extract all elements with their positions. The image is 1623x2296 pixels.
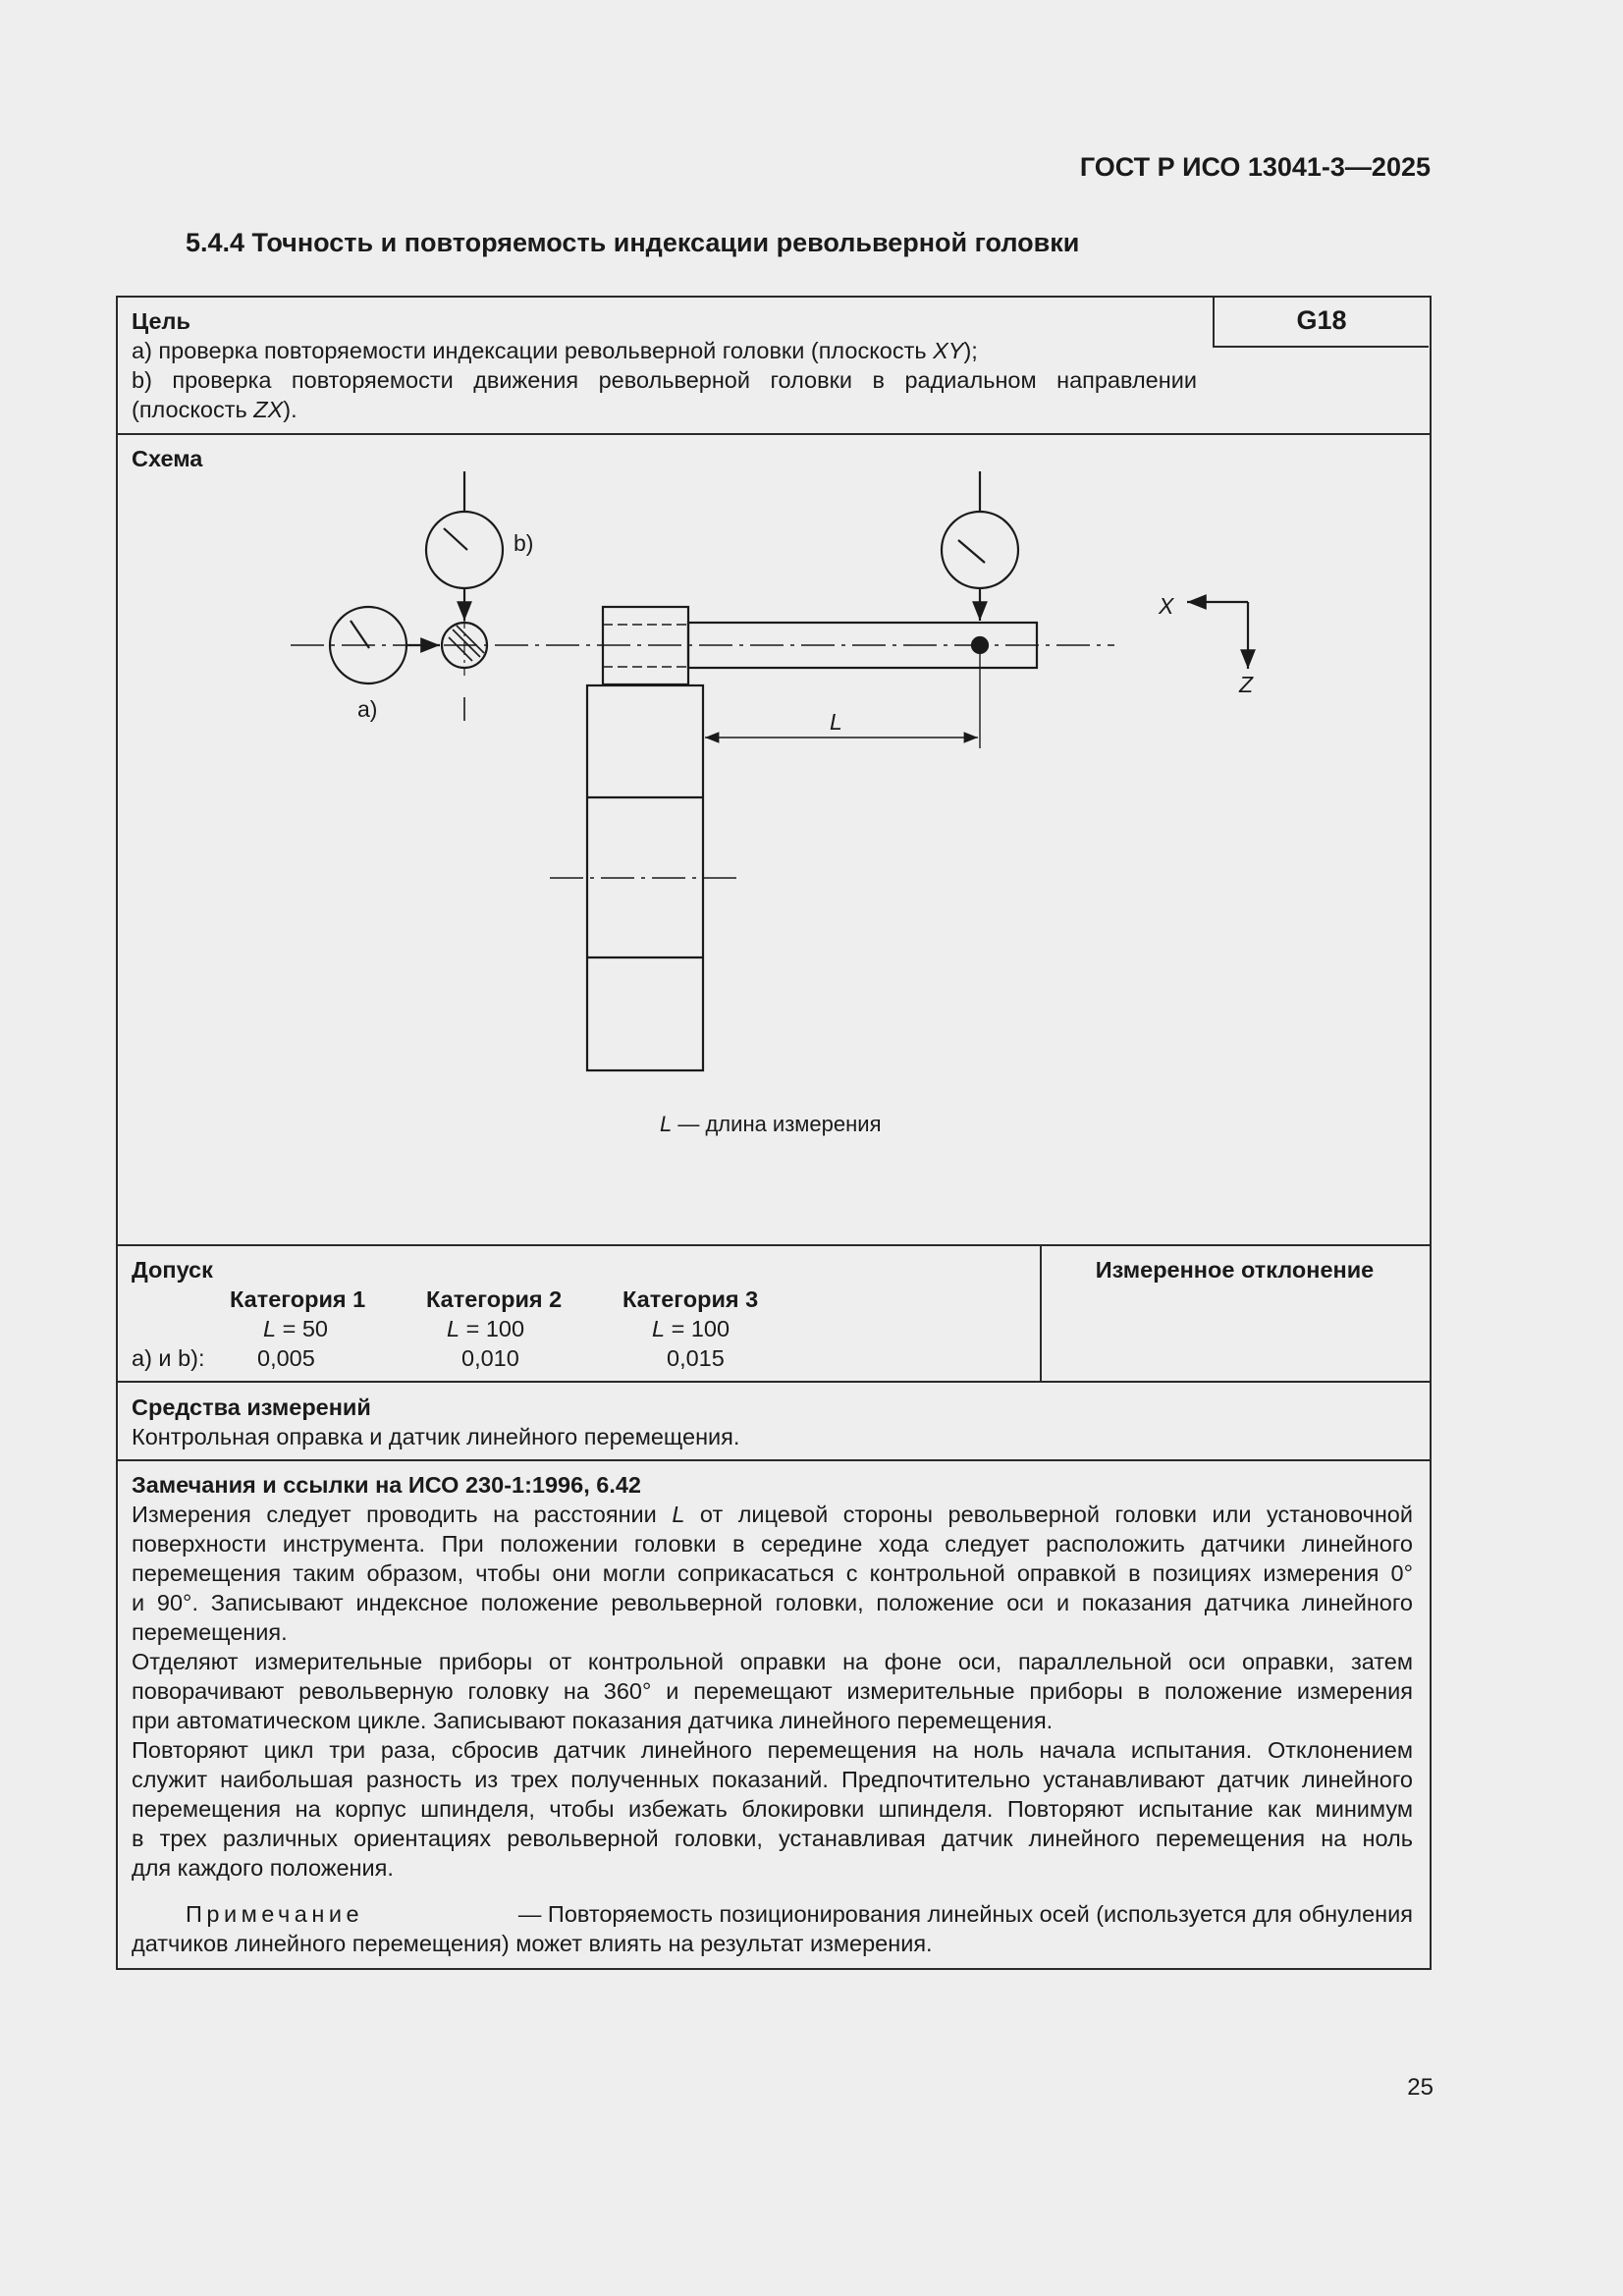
measured-deviation-heading: Измеренное отклонение <box>1095 1257 1375 1283</box>
notes-p1-line4: и 90°. Записывают индексное положение револьверной головки, положение оси и показания датчика линейного <box>132 1590 1413 1615</box>
axis-x-label: X <box>1159 593 1174 619</box>
axes-symbol <box>1187 602 1248 669</box>
instruments-text: Контрольная оправка и датчик линейного перемещения. <box>132 1424 740 1449</box>
section-title: 5.4.4 Точность и повторяемость индексации револьверной головки <box>186 228 1080 257</box>
notes-p2-line3: при автоматическом цикле. Записывают показания датчика линейного перемещения. <box>132 1708 1054 1733</box>
category-3-value: 0,015 <box>667 1345 725 1371</box>
category-3-heading: Категория 3 <box>622 1286 759 1312</box>
label-b: b) <box>514 530 534 556</box>
notes-p3-line4: в трех различных ориентациях револьверной головки, устанавливая датчик линейного перемещения на ноль <box>132 1826 1413 1851</box>
test-code: G18 <box>1296 305 1347 335</box>
category-1-length: L = 50 <box>263 1316 329 1341</box>
mandrel-cross-section <box>442 615 487 721</box>
dial-indicator-end <box>942 471 1018 621</box>
document-code: ГОСТ Р ИСО 13041-3—2025 <box>1079 152 1431 182</box>
notes-p1-line3: перемещения таким образом, чтобы они могли соприкасаться с контрольной оправкой в позициях измерения 0° <box>132 1560 1413 1586</box>
instruments-heading: Средства измерений <box>132 1394 371 1420</box>
notes-remark-line2: датчиков линейного перемещения) может влиять на результат измерения. <box>132 1931 933 1956</box>
category-2-value: 0,010 <box>461 1345 519 1371</box>
goal-item-a: a) проверка повторяемости индексации револьверной головки (плоскость XY); <box>132 338 978 363</box>
goal-heading: Цель <box>132 308 190 334</box>
goal-item-b-line2: (плоскость ZX). <box>132 397 298 422</box>
notes-heading: Замечания и ссылки на ИСО 230-1:1996, 6.42 <box>132 1472 641 1498</box>
dial-indicator-b <box>426 471 503 621</box>
category-2-length: L = 100 <box>447 1316 525 1341</box>
category-1-heading: Категория 1 <box>230 1286 366 1312</box>
remark-label: Примечание <box>186 1901 364 1927</box>
divider-instruments-notes <box>116 1459 1430 1461</box>
goal-item-b-line1: b) проверка повторяемости движения револьверной головки в радиальном направлении <box>132 367 1197 393</box>
scheme-heading: Схема <box>132 446 203 471</box>
notes-p3-line3: перемещения на корпус шпинделя, чтобы избежать блокировки шпинделя. Повторяют испытание как минимум <box>132 1796 1413 1822</box>
dimension-L-label: L <box>830 709 842 735</box>
notes-p1-line1: Измерения следует проводить на расстоянии L от лицевой стороны револьверной головки или установочной <box>132 1502 1413 1527</box>
measuring-point <box>972 637 988 653</box>
category-1-value: 0,005 <box>257 1345 315 1371</box>
category-3-length: L = 100 <box>652 1316 730 1341</box>
notes-p2-line2: поворачивают револьверную головку на 360° и перемещают измерительные приборы в положение измерения <box>132 1678 1413 1704</box>
label-a: a) <box>357 696 378 722</box>
notes-p3-line1: Повторяют цикл три раза, сбросив датчик линейного перемещения на ноль начала испытания. Отклонением <box>132 1737 1413 1763</box>
notes-p1-line5: перемещения. <box>132 1619 288 1645</box>
tolerance-heading: Допуск <box>132 1257 213 1283</box>
notes-p3-line5: для каждого положения. <box>132 1855 394 1881</box>
category-2-heading: Категория 2 <box>426 1286 563 1312</box>
tolerance-row-label: a) и b): <box>132 1345 205 1371</box>
notes-p2-line1: Отделяют измерительные приборы от контрольной оправки на фоне оси, параллельной оси оправки, затем <box>132 1649 1413 1674</box>
axis-z-label: Z <box>1239 672 1254 697</box>
divider-tolerance-instruments <box>116 1381 1430 1383</box>
notes-remark-line1: Примечание — Повторяемость позиционирования линейных осей (используется для обнуления <box>186 1901 1413 1927</box>
notes-p3-line2: служит наибольшая разность из трех полученных показаний. Предпочтительно устанавливают датчик линейного <box>132 1767 1413 1792</box>
notes-p1-line2: поверхности инструмента. При положении головки в середине хода следует расположить датчики линейного <box>132 1531 1413 1557</box>
page-number: 25 <box>1407 2074 1434 2101</box>
scheme-caption: L — длина измерения <box>660 1112 882 1136</box>
divider-scheme-tolerance <box>116 1244 1430 1246</box>
